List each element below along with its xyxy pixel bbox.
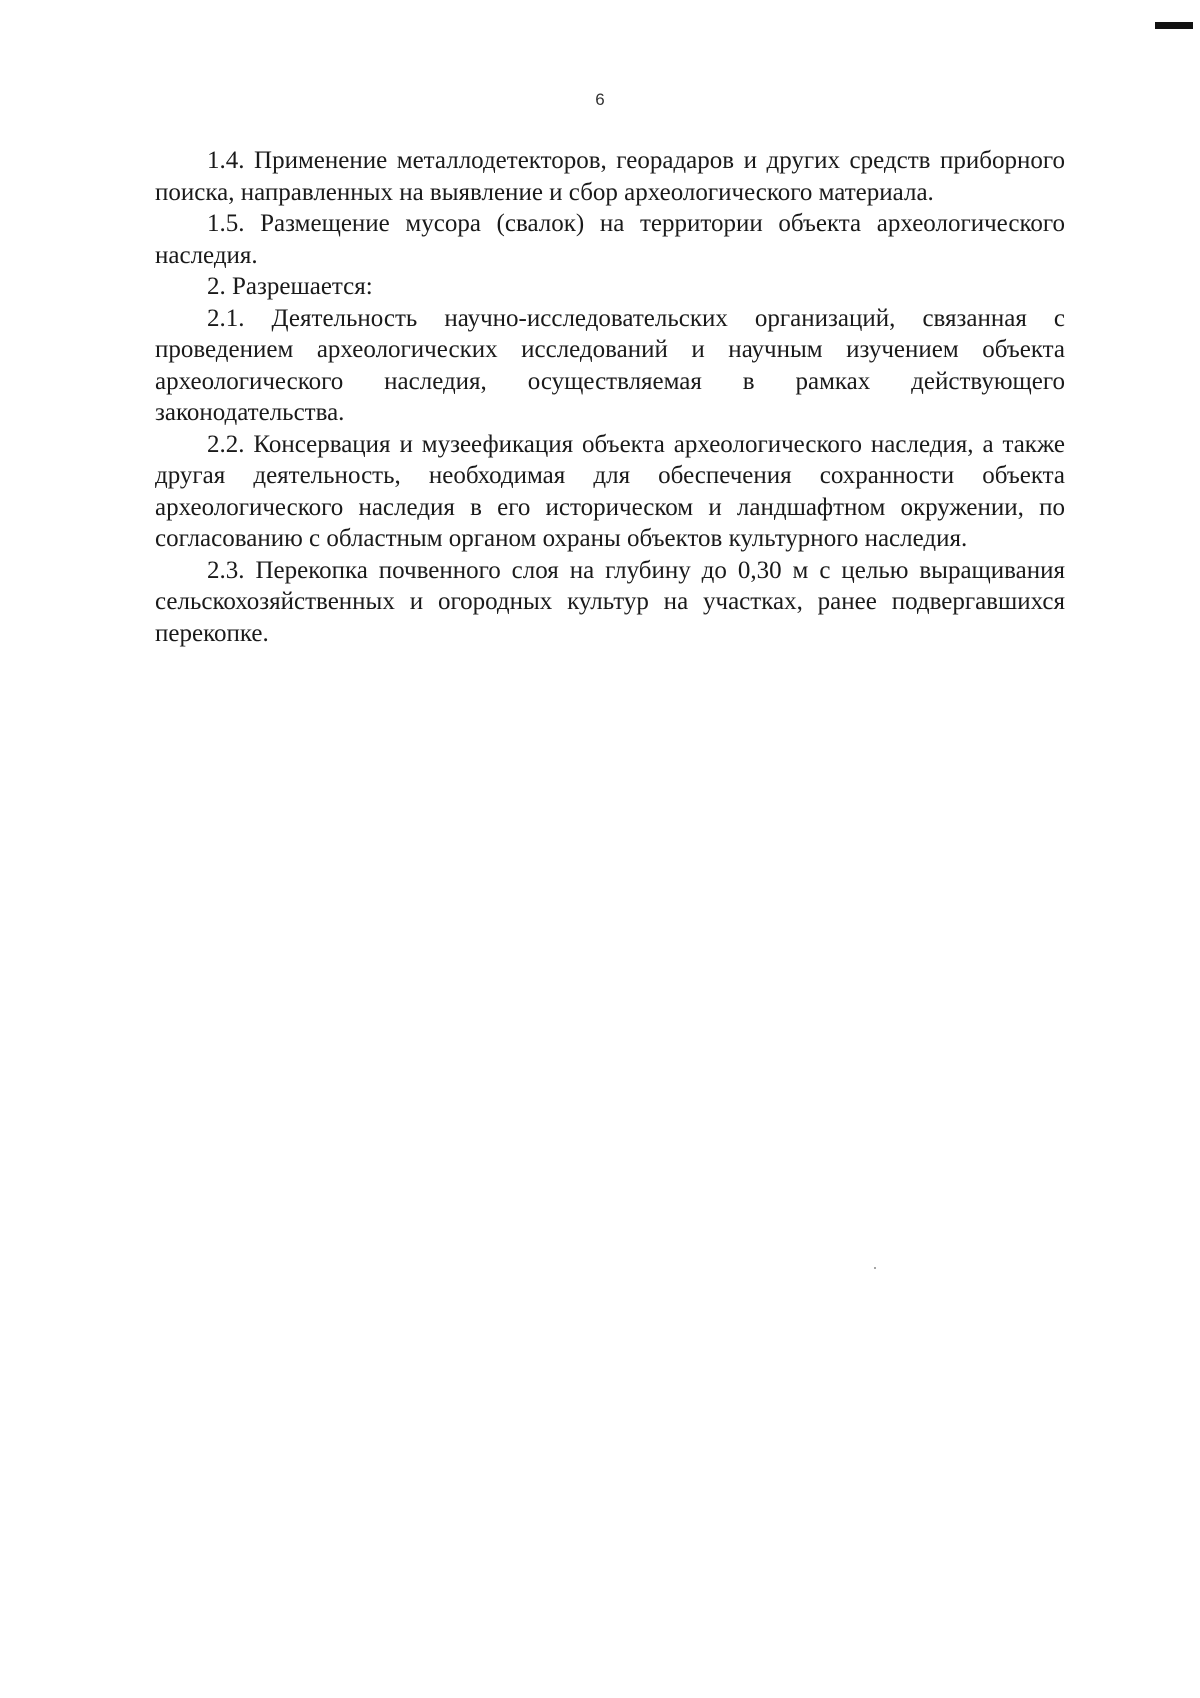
- paragraph-1-5: 1.5. Размещение мусора (свалок) на территории объекта археологического наследия.: [155, 210, 1065, 269]
- paragraph-2-2: 2.2. Консервация и музеефикация объекта археологического наследия, а также другая деятельность, необходимая для обеспечения сохранности объекта археологического наследия в его историческом и ландшафтном окружении, по согласованию с областным органом охраны объектов культурного наследия.: [155, 430, 1065, 552]
- scan-edge-mark: [1155, 22, 1193, 29]
- paragraph-2-3: 2.3. Перекопка почвенного слоя на глубину до 0,30 м с целью выращивания сельскохозяйственных и огородных культур на участках, ранее подвергавшихся перекопке.: [155, 556, 1065, 647]
- paragraph-1-4: 1.4. Применение металлодетекторов, георадаров и других средств приборного поиска, направленных на выявление и сбор археологического материала.: [155, 147, 1065, 206]
- document-body: [155, 145, 1065, 649]
- page-number: 6: [595, 90, 605, 109]
- paragraph-2-1: 2.1. Деятельность научно-исследовательских организаций, связанная с проведением археологических исследований и научным изучением объекта археологического наследия, осуществляемая в рамках действующего законодательства.: [155, 304, 1065, 426]
- paragraph-2-heading: 2. Разрешается:: [207, 273, 373, 300]
- scan-speck: [874, 1267, 876, 1269]
